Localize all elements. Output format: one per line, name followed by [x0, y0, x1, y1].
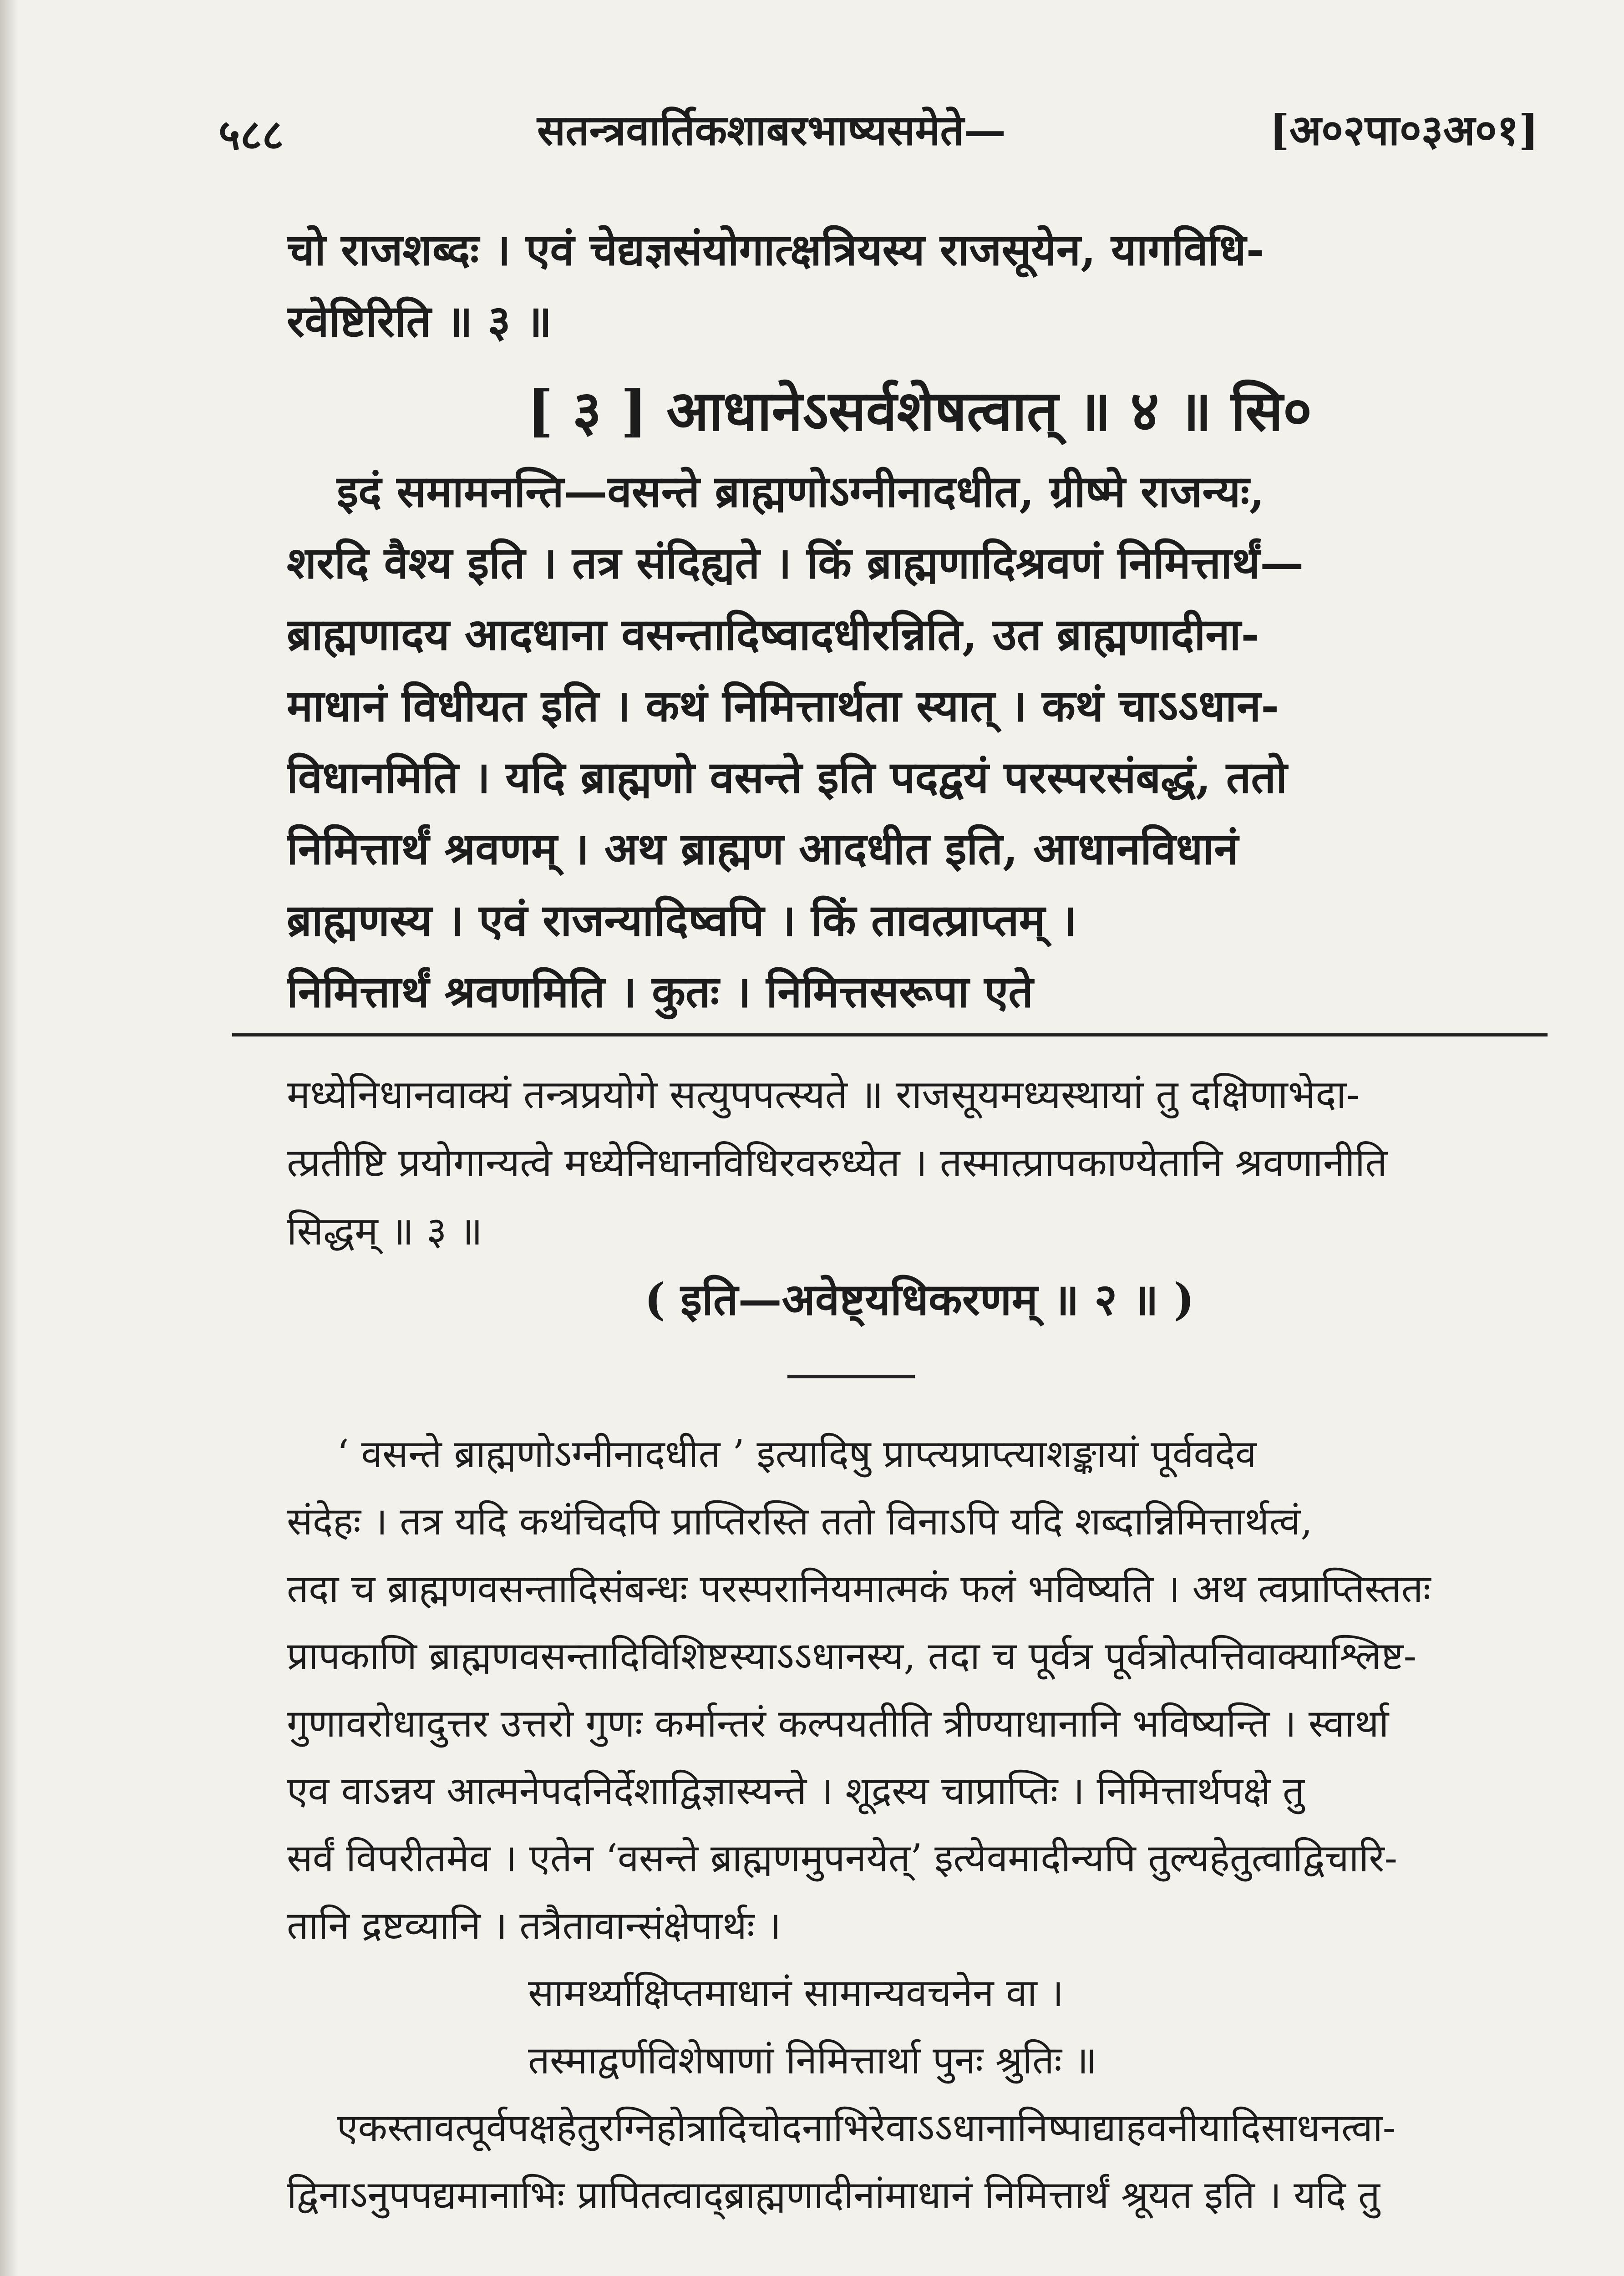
text-line: गुणावरोधादुत्तर उत्तरो गुणः कर्मान्तरं कल्पयतीति त्रीण्याधानानि भविष्यन्ति । स्वार्था	[287, 1701, 1389, 1746]
text-line: प्रापकाणि ब्राह्मणवसन्तादिविशिष्टस्याऽऽधानस्य, तदा च पूर्वत्र पूर्वत्रोत्पत्तिवाक्याश्लिष्ट-	[287, 1634, 1416, 1678]
commentary-block	[287, 1061, 1552, 1334]
text-line: शरदि वैश्य इति । तत्र संदिह्यते । किं ब्राह्मणादिश्रवणं निमित्तार्थं—	[287, 537, 1304, 589]
text-line: एव वाऽन्नय आत्मनेपदनिर्देशाद्विज्ञास्यन्ते । शूद्रस्य चाप्राप्तिः । निमित्तार्थपक्षे तु	[287, 1768, 1304, 1813]
text-line: ब्राह्मणादय आदधाना वसन्तादिष्वादधीरन्निति, उत ब्राह्मणादीना-	[287, 609, 1259, 660]
text-line: द्विनाऽनुपपद्यमानाभिः प्रापितत्वाद्ब्राह्मणादीनांमाधानं निमित्तार्थं श्रूयत इति । यदि तु	[287, 2173, 1380, 2217]
text-line: संदेहः । तत्र यदि कथंचिदपि प्राप्तिरस्ति ततो विनाऽपि यदि शब्दान्निमित्तार्थत्वं,	[287, 1499, 1313, 1544]
text-line: इदं समामनन्ति—वसन्ते ब्राह्मणोऽग्नीनादधीत, ग्रीष्मे राजन्यः,	[337, 466, 1265, 517]
text-line: तानि द्रष्टव्यानि । तत्रैतावान्संक्षेपार्थः ।	[287, 1903, 782, 1948]
section-divider	[232, 1033, 1548, 1036]
adhikarana-end-heading: ( इति—अवेष्ट्यधिकरणम् ॥ २ ॥ )	[645, 1274, 1194, 1325]
commentary-paragraph	[287, 1420, 1552, 2229]
text-line: माधानं विधीयत इति । कथं निमित्तार्थता स्यात् । कथं चाऽऽधान-	[287, 680, 1279, 732]
text-line: ‘ वसन्ते ब्राह्मणोऽग्नीनादधीत ’ इत्यादिषु प्राप्त्यप्राप्त्याशङ्कायां पूर्ववदेव	[337, 1432, 1257, 1476]
text-line: सर्वं विपरीतमेव । एतेन ‘वसन्ते ब्राह्मणमुपनयेत्’ इत्येवमादीन्यपि तुल्यहेतुत्वाद्विचारि-	[287, 1836, 1398, 1880]
text-line: चो राजशब्दः । एवं चेद्यज्ञसंयोगात्क्षत्रियस्य राजसूयेन, यागविधि-	[287, 224, 1264, 275]
text-line: सिद्धम् ॥ ३ ॥	[287, 1209, 483, 1254]
text-line: निमित्तार्थं श्रवणमिति । कुतः । निमित्तसरूपा एते	[287, 966, 1034, 1017]
page-header	[218, 96, 1538, 168]
text-line: एकस्तावत्पूर्वपक्षहेतुरग्निहोत्रादिचोदनाभिरेवाऽऽधानानिष्पाद्याहवनीयादिसाधनत्वा-	[337, 2105, 1396, 2150]
text-line: त्प्रतीष्टि प्रयोगान्यत्वे मध्येनिधानविधिरवरुध्येत । तस्मात्प्रापकाण्येतानि श्रवणानीति	[287, 1140, 1388, 1186]
text-line: ब्राह्मणस्य । एवं राजन्यादिष्वपि । किं तावत्प्राप्तम् ।	[287, 894, 1077, 946]
text-line: मध्येनिधानवाक्यं तन्त्रप्रयोगे सत्युपपत्स्यते ॥ राजसूयमध्यस्थायां तु दक्षिणाभेदा-	[287, 1072, 1360, 1118]
short-divider	[787, 1375, 915, 1378]
page-number: ५८८	[218, 110, 284, 159]
page-edge-shadow	[0, 0, 18, 2276]
text-line: रवेष्टिरिति ॥ ३ ॥	[287, 295, 552, 347]
running-title: सतन्त्रवार्तिकशाबरभाष्यसमेते—	[537, 106, 1006, 155]
text-line: विधानमिति । यदि ब्राह्मणो वसन्ते इति पदद्वयं परस्परसंबद्धं, ततो	[287, 752, 1288, 803]
sutra-heading: [ ३ ] आधानेऽसर्वशेषत्वात् ॥ ४ ॥ सि०	[527, 378, 1312, 443]
verse-line: सामर्थ्याक्षिप्तमाधानं सामान्यवचनेन वा ।	[528, 1971, 1064, 2015]
main-text-block	[287, 214, 1552, 1027]
section-reference: [अ०२पा०३अ०१]	[1269, 106, 1538, 155]
verse-line: तस्माद्वर्णविशेषाणां निमित्तार्था पुनः श्रुतिः ॥	[528, 2038, 1097, 2083]
text-line: तदा च ब्राह्मणवसन्तादिसंबन्धः परस्परानियमात्मकं फलं भविष्यति । अथ त्वप्राप्तिस्ततः	[287, 1566, 1431, 1611]
text-line: निमित्तार्थं श्रवणम् । अथ ब्राह्मण आदधीत इति, आधानविधानं	[287, 823, 1238, 874]
